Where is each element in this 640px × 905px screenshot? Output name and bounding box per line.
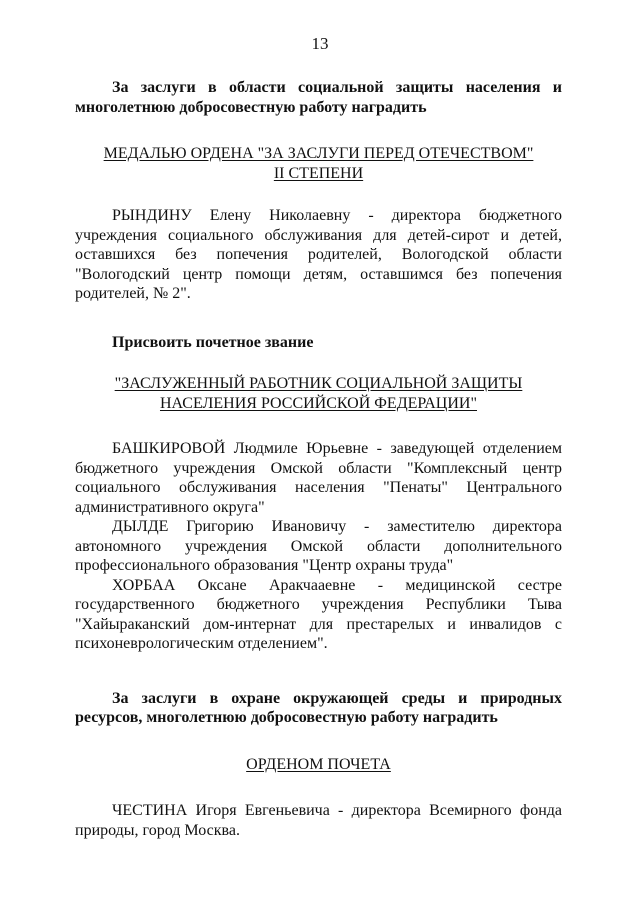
recipient-paragraph: РЫНДИНУ Елену Николаевну - директора бюджетного учреждения социального обслуживания для детей-сирот и детей, оставшихся без попечения родителей, Вологодской области "Вологодский центр помощи детям, оставшимся без попечения родителей, № 2".	[75, 207, 562, 302]
recipient-paragraph: ХОРБАА Оксане Аракчааевне - медицинской сестре государственного бюджетного учреждения Республики Тыва "Хайыраканский дом-интернат для престарелых и инвалидов с психоневрологическим отделением".	[75, 576, 562, 652]
title-heading-line-1: "ЗАСЛУЖЕННЫЙ РАБОТНИК СОЦИАЛЬНОЙ ЗАЩИТЫ	[114, 375, 523, 392]
award-heading-line-1: МЕДАЛЬЮ ОРДЕНА "ЗА ЗАСЛУГИ ПЕРЕД ОТЕЧЕСТВОМ"	[103, 145, 534, 162]
document-body	[75, 78, 562, 840]
section1-award-heading	[75, 144, 562, 183]
award-heading-line: ОРДЕНОМ ПОЧЕТА	[246, 755, 391, 773]
section3-award-heading	[75, 755, 562, 775]
recipient-paragraph: ЧЕСТИНА Игоря Евгеньевича - директора Всемирного фонда природы, город Москва.	[75, 802, 562, 839]
page-number: 13	[311, 34, 329, 53]
award-heading-line-2: II СТЕПЕНИ	[273, 164, 364, 182]
section3-intro: За заслуги в охране окружающей среды и природных ресурсов, многолетнюю добросовестную работу наградить	[75, 689, 562, 726]
title-heading-line-2: НАСЕЛЕНИЯ РОССИЙСКОЙ ФЕДЕРАЦИИ"	[159, 394, 477, 412]
recipient-paragraph: ДЫЛДЕ Григорию Ивановичу - заместителю директора автономного учреждения Омской области дополнительного профессионального образования "Центр охраны труда"	[75, 518, 562, 574]
section1-intro: За заслуги в области социальной защиты населения и многолетнюю добросовестную работу наградить	[75, 79, 562, 116]
recipient-paragraph: БАШКИРОВОЙ Людмиле Юрьевне - заведующей отделением бюджетного учреждения Омской области "Комплексный центр социального обслуживания населения "Пенаты" Центрального административного округа"	[75, 440, 562, 516]
section2-title-heading	[75, 374, 562, 413]
section2-intro: Присвоить почетное звание	[112, 333, 314, 351]
